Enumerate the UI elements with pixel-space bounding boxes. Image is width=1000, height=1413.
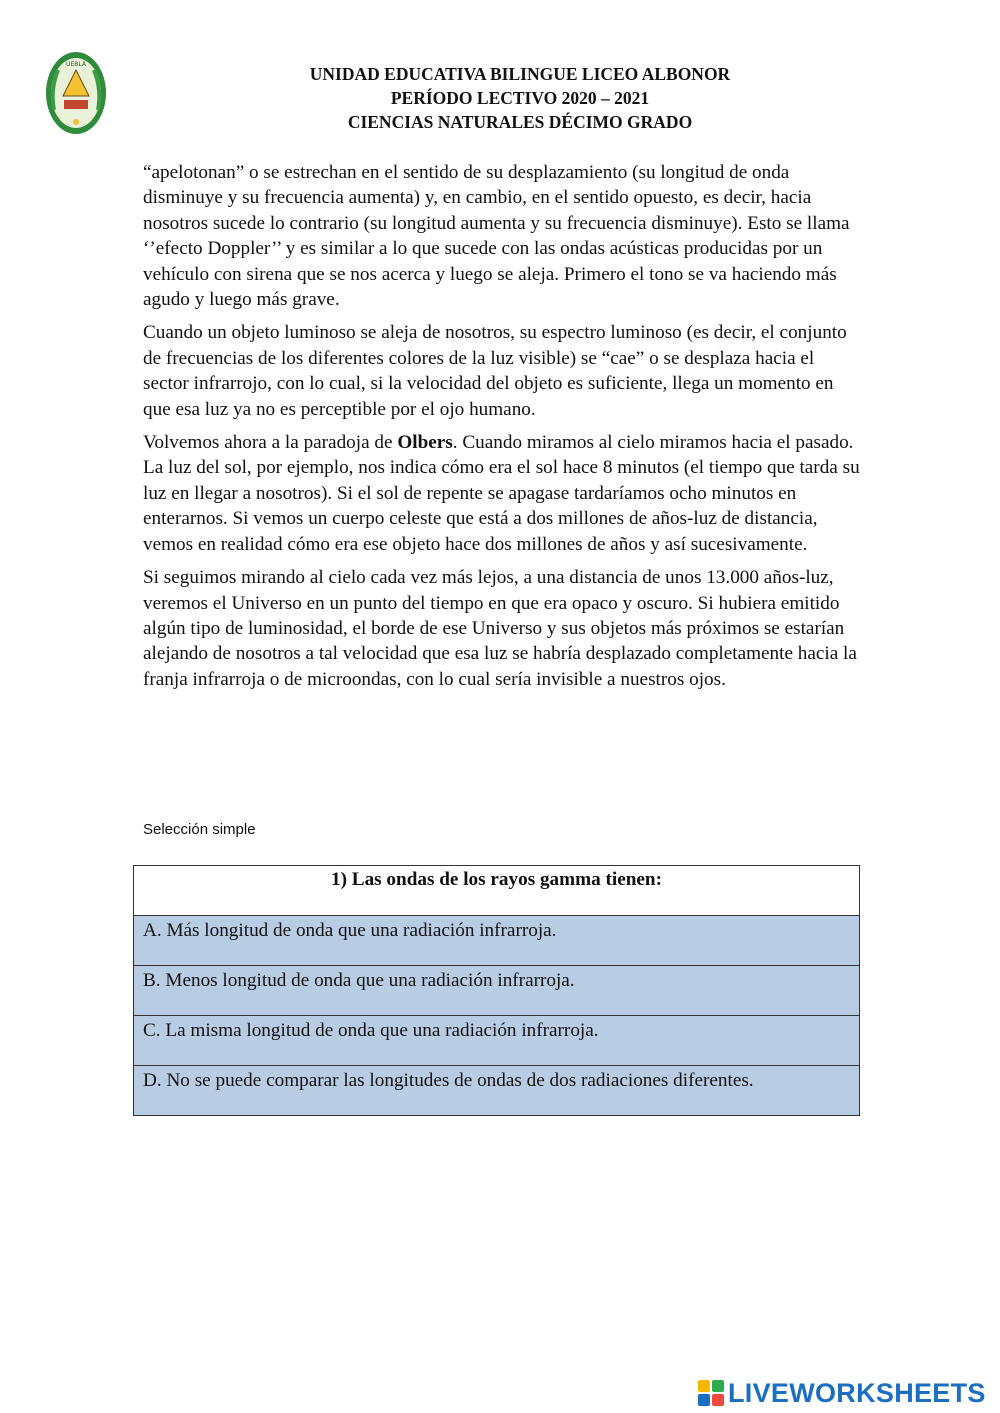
option-row	[134, 916, 860, 966]
option-d[interactable]: D. No se puede comparar las longitudes de ondas de dos radiaciones diferentes.	[134, 1066, 860, 1116]
option-row	[134, 966, 860, 1016]
logo-square	[712, 1380, 724, 1392]
header-period: PERÍODO LECTIVO 2020 – 2021	[390, 88, 650, 108]
option-row	[134, 1016, 860, 1066]
header-school-name: UNIDAD EDUCATIVA BILINGUE LICEO ALBONOR	[309, 64, 731, 84]
logo-square	[698, 1380, 710, 1392]
school-logo	[44, 50, 108, 136]
liveworksheets-logo-icon	[698, 1380, 724, 1406]
option-row	[134, 1066, 860, 1116]
liveworksheets-wordmark: LIVEWORKSHEETS	[728, 1377, 986, 1408]
question-row	[134, 866, 860, 916]
logo-square	[698, 1394, 710, 1406]
option-a[interactable]: A. Más longitud de onda que una radiación infrarroja.	[134, 916, 860, 966]
reading-text	[143, 160, 863, 700]
paragraph-universe: Si seguimos mirando al cielo cada vez más lejos, a una distancia de unos 13.000 años-luz, veremos el Universo en un punto del tiempo en que era opaco y oscuro. Si hubiera emitido algún tipo de luminosidad, el borde de ese Universo y sus objetos más próximos se estarían alejando de nosotros a tal velocidad que esa luz se habría desplazado completamente hacia la franja infrarroja o de microondas, con lo cual sería invisible a nuestros ojos.	[143, 567, 857, 690]
header-subject: CIENCIAS NATURALES DÉCIMO GRADO	[347, 112, 693, 132]
olbers-term: Olbers	[397, 432, 453, 454]
paragraph-spectrum: Cuando un objeto luminoso se aleja de nosotros, su espectro luminoso (es decir, el conjunto de frecuencias de los diferentes colores de la luz visible) se “cae” o se desplaza hacia el sector infrarrojo, con lo cual, si la velocidad del objeto es suficiente, llega un momento en que esa luz ya no es perceptible por el ojo humano.	[143, 322, 847, 420]
option-c[interactable]: C. La misma longitud de onda que una radiación infrarroja.	[134, 1016, 860, 1066]
option-b[interactable]: B. Menos longitud de onda que una radiación infrarroja.	[134, 966, 860, 1016]
liveworksheets-brand	[698, 1376, 986, 1410]
question-text: 1) Las ondas de los rayos gamma tienen:	[134, 866, 860, 916]
section-label: Selección simple	[143, 821, 256, 838]
document-header	[160, 62, 880, 134]
svg-text:UEBLA: UEBLA	[66, 61, 86, 68]
paragraph-doppler: “apelotonan” o se estrechan en el sentido de su desplazamiento (su longitud de onda disminuye y su frecuencia aumenta) y, en cambio, en el sentido opuesto, es decir, hacia nosotros sucede lo contrario (su longitud aumenta y su frecuencia disminuye). Esto se llama ‘’efecto Doppler’’ y es similar a lo que sucede con las ondas acústicas producidas por un vehículo con sirena que se nos acerca y luego se aleja. Primero el tono se va haciendo más agudo y luego más grave.	[143, 162, 850, 311]
question-table	[133, 865, 860, 1116]
paragraph-olbers: Volvemos ahora a la paradoja de Olbers. Cuando miramos al cielo miramos hacia el pasado. La luz del sol, por ejemplo, nos indica cómo era el sol hace 8 minutos (el tiempo que tarda su luz en llegar a nosotros). Si el sol de repente se apagase tardaríamos ocho minutos en enterarnos. Si vemos un cuerpo celeste que está a dos millones de años-luz de distancia, vemos en realidad cómo era ese objeto hace dos millones de años y así sucesivamente.	[143, 432, 860, 555]
logo-square	[712, 1394, 724, 1406]
